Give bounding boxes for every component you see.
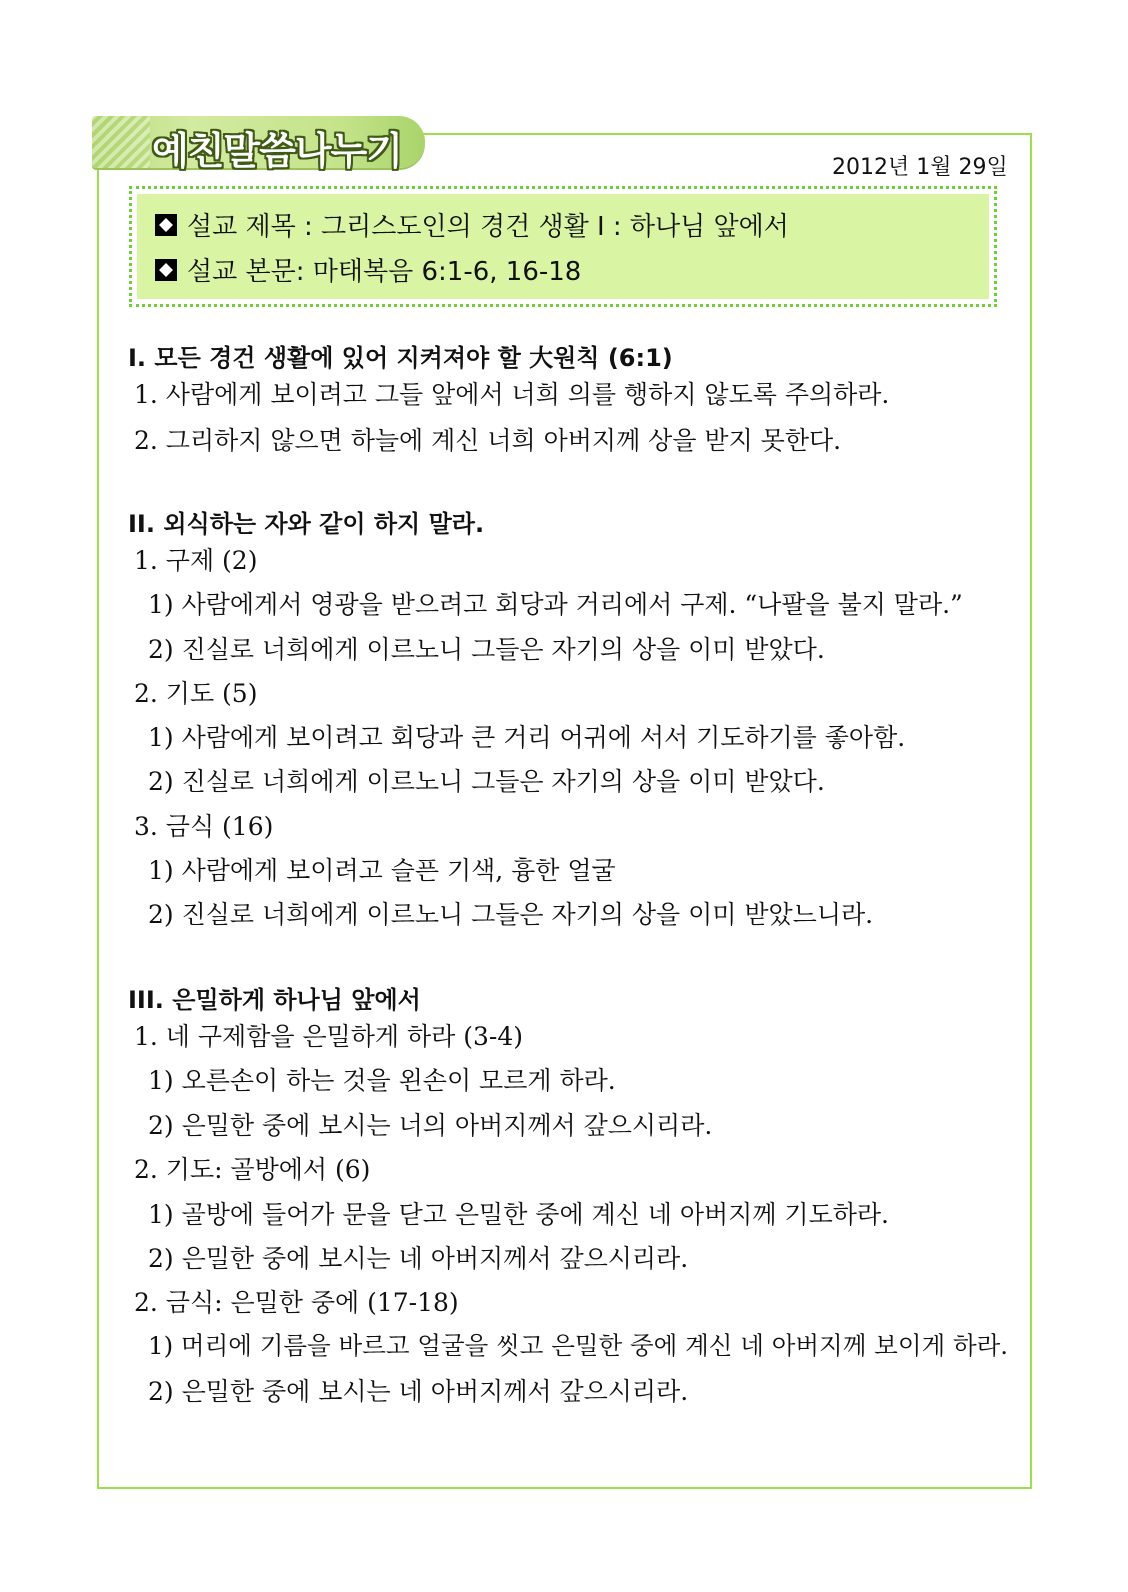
sermon-scripture-text: 설교 본문: 마태복음 6:1-6, 16-18 [187,257,582,287]
sermon-info-box [129,186,997,307]
outline-line: 1. 사람에게 보이려고 그들 앞에서 너희 의를 행하지 않도록 주의하라. [134,380,890,409]
outline-line: 2) 진실로 너희에게 이르노니 그들은 자기의 상을 이미 받았다. [148,767,825,796]
sermon-date: 2012년 1월 29일 [832,155,1008,180]
outline-line: 1. 구제 (2) [134,546,258,575]
section-heading: III. 은밀하게 하나님 앞에서 [128,986,421,1014]
outline-line: 2. 기도: 골방에서 (6) [134,1155,371,1184]
outline-line: 2) 은밀한 중에 보시는 네 아버지께서 갚으시리라. [148,1244,689,1273]
outline-line: 1) 골방에 들어가 문을 닫고 은밀한 중에 계신 네 아버지께 기도하라. [148,1200,889,1229]
outline-line: 2) 진실로 너희에게 이르노니 그들은 자기의 상을 이미 받았다. [148,635,825,664]
outline-line: 3. 금식 (16) [134,812,274,841]
outline-line: 1. 네 구제함을 은밀하게 하라 (3-4) [134,1022,524,1051]
diamond-bullet-icon [155,259,177,281]
outline-line: 1) 머리에 기름을 바르고 얼굴을 씻고 은밀한 중에 계신 네 아버지께 보이게 하라. [148,1331,1009,1360]
sermon-title-text: 설교 제목 : 그리스도인의 경건 생활 Ⅰ : 하나님 앞에서 [187,212,789,242]
outline-line: 1) 사람에게 보이려고 회당과 큰 거리 어귀에 서서 기도하기를 좋아함. [148,723,906,752]
outline-line: 2. 금식: 은밀한 중에 (17-18) [134,1288,459,1317]
outline-line: 2. 기도 (5) [134,679,258,708]
outline-line: 2) 은밀한 중에 보시는 너의 아버지께서 갚으시리라. [148,1111,713,1140]
outline-line: 2. 그리하지 않으면 하늘에 계신 너희 아버지께 상을 받지 못한다. [134,426,842,455]
sermon-title-line [151,202,975,247]
outline-line: 2) 은밀한 중에 보시는 네 아버지께서 갚으시리라. [148,1377,689,1406]
page-title: 예친말씀나누기 [152,129,402,173]
outline-line: 1) 사람에게 보이려고 슬픈 기색, 흉한 얼굴 [148,856,616,885]
outline-line: 2) 진실로 너희에게 이르노니 그들은 자기의 상을 이미 받았느니라. [148,900,874,929]
banner-decoration [92,116,150,168]
outline-line: 1) 오른손이 하는 것을 왼손이 모르게 하라. [148,1066,616,1095]
diamond-bullet-icon [155,214,177,236]
title-banner [92,116,425,173]
section-heading: I. 모든 경건 생활에 있어 지켜져야 할 大원칙 (6:1) [128,344,673,372]
outline-line: 1) 사람에게서 영광을 받으려고 회당과 거리에서 구제. “나팔을 불지 말라.” [148,590,963,619]
section-heading: II. 외식하는 자와 같이 하지 말라. [128,510,485,538]
sermon-scripture-line [151,247,975,292]
